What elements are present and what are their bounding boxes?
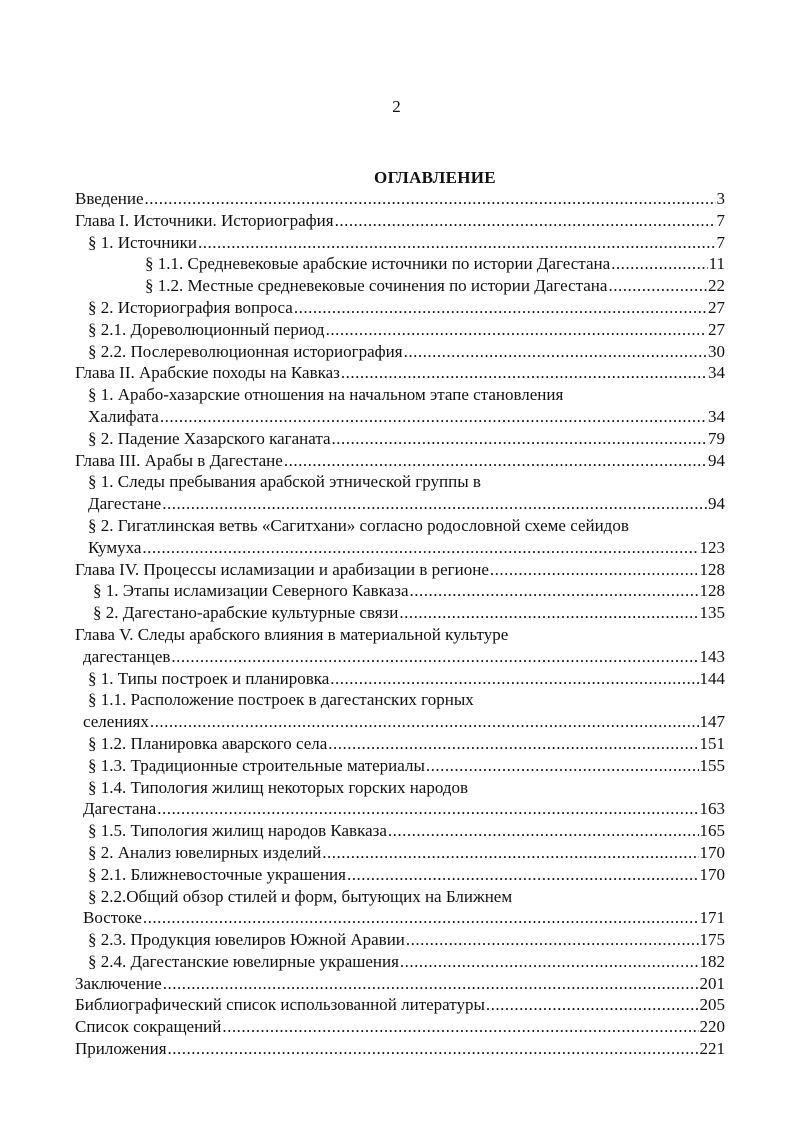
- toc-entry-page: 94: [708, 450, 725, 470]
- toc-entry-text: § 2. Падение Хазарского каганата: [88, 428, 331, 448]
- page-number: 2: [392, 97, 401, 116]
- toc-leader: [222, 1016, 698, 1038]
- toc-leader: [157, 798, 698, 820]
- toc-entry-text: § 1.3. Традиционные строительные материалы: [88, 755, 425, 775]
- toc-entry: [75, 362, 725, 384]
- toc-entry-page: 144: [699, 668, 725, 688]
- toc-entry: [75, 668, 725, 690]
- toc-entry: [75, 450, 725, 472]
- toc-entry: [75, 646, 725, 668]
- toc-entry: [75, 733, 725, 755]
- toc-entry-page: 27: [708, 297, 725, 317]
- toc-entry-text: § 1.5. Типология жилищ народов Кавказа: [88, 821, 387, 841]
- toc-entry-wrapped: [75, 515, 725, 537]
- toc-entry-text: § 2.1. Ближневосточные украшения: [88, 864, 346, 884]
- toc-entry: [75, 537, 725, 559]
- toc-leader: [328, 733, 698, 755]
- toc-entry-text: Приложения: [75, 1039, 167, 1059]
- toc-entry: [75, 319, 725, 341]
- toc-leader: [410, 580, 699, 602]
- table-of-contents: [75, 188, 725, 1060]
- toc-entry: [75, 602, 725, 624]
- toc-leader: [341, 362, 707, 384]
- toc-entry-text: § 2. Историография вопроса: [88, 297, 293, 317]
- page-title: ОГЛАВЛЕНИЕ: [374, 168, 496, 187]
- toc-leader: [168, 1038, 699, 1060]
- toc-entry-page: 163: [699, 799, 725, 819]
- toc-entry-page: 27: [708, 319, 725, 339]
- toc-entry: [75, 907, 725, 929]
- toc-entry-page: 7: [716, 232, 725, 252]
- toc-entry-page: 128: [699, 559, 725, 579]
- toc-entry-page: 147: [699, 712, 725, 732]
- toc-entry-page: 22: [708, 276, 725, 296]
- toc-entry-text: § 2.2.Общий обзор стилей и форм, бытующих на Ближнем: [88, 886, 513, 906]
- toc-leader: [388, 820, 699, 842]
- toc-entry-text: Заключение: [75, 973, 162, 993]
- toc-entry-text: Глава I. Источники. Историография: [75, 210, 334, 230]
- toc-entry-text: Библиографический список использованной литературы: [75, 995, 485, 1015]
- toc-leader: [399, 602, 698, 624]
- toc-entry-text: § 1.4. Типология жилищ некоторых горских народов: [88, 777, 469, 797]
- toc-entry: [75, 820, 725, 842]
- toc-leader: [426, 755, 699, 777]
- toc-entry-page: 34: [708, 363, 725, 383]
- toc-entry: [75, 253, 725, 275]
- toc-entry: [75, 755, 725, 777]
- toc-entry: [75, 1038, 725, 1060]
- toc-leader: [322, 842, 698, 864]
- toc-leader: [608, 275, 707, 297]
- toc-leader: [163, 973, 699, 995]
- toc-entry: [75, 232, 725, 254]
- toc-entry-text: § 2. Дагестано-арабские культурные связи: [93, 603, 399, 623]
- toc-leader: [486, 994, 699, 1016]
- toc-entry-text: § 1. Арабо-хазарские отношения на начальном этапе становления: [88, 385, 564, 405]
- toc-entry-page: 34: [708, 406, 725, 426]
- toc-entry-page: 3: [716, 189, 725, 208]
- toc-entry-text: Дагестана: [83, 799, 157, 819]
- toc-leader: [404, 341, 707, 363]
- toc-entry-page: 205: [699, 995, 725, 1015]
- toc-leader: [490, 559, 699, 581]
- toc-entry-text: § 1.1. Расположение построек в дагестанских горных: [88, 690, 474, 710]
- toc-entry-text: селениях: [83, 712, 149, 732]
- toc-entry: [75, 406, 725, 428]
- toc-entry-page: 182: [699, 951, 725, 971]
- toc-entry-text: § 1.2. Местные средневековые сочинения по истории Дагестана: [145, 276, 608, 296]
- toc-entry-page: 94: [708, 494, 725, 514]
- toc-entry-text: § 1. Следы пребывания арабской этнической группы в: [88, 472, 481, 492]
- toc-leader: [142, 537, 698, 559]
- toc-entry-page: 135: [699, 603, 725, 623]
- toc-leader: [406, 929, 699, 951]
- toc-entry-text: § 1.2. Планировка аварского села: [88, 733, 328, 753]
- toc-entry-text: Востоке: [83, 908, 142, 928]
- toc-entry-wrapped: [75, 777, 725, 799]
- toc-entry-text: Глава II. Арабские походы на Кавказ: [75, 363, 340, 383]
- toc-entry: [75, 1016, 725, 1038]
- toc-entry: [75, 428, 725, 450]
- toc-entry-page: 165: [699, 821, 725, 841]
- toc-entry-page: 155: [699, 755, 725, 775]
- toc-leader: [611, 253, 707, 275]
- toc-entry-text: § 1. Типы построек и планировка: [88, 668, 330, 688]
- toc-entry-text: Дагестане: [88, 494, 162, 514]
- toc-entry-wrapped: [75, 384, 725, 406]
- toc-entry-text: § 2.3. Продукция ювелиров Южной Аравии: [88, 930, 405, 950]
- toc-entry: [75, 580, 725, 602]
- toc-entry-page: 143: [699, 646, 725, 666]
- toc-entry-page: 170: [699, 842, 725, 862]
- toc-leader: [326, 319, 707, 341]
- toc-entry-text: Введение: [75, 189, 144, 208]
- toc-entry-text: Список сокращений: [75, 1017, 222, 1037]
- toc-entry: [75, 994, 725, 1016]
- toc-entry-text: Глава IV. Процессы исламизации и арабизации в регионе: [75, 559, 489, 579]
- toc-entry-page: 170: [699, 864, 725, 884]
- toc-entry-page: 123: [699, 537, 725, 557]
- toc-entry-text: § 2.2. Послереволюционная историография: [88, 341, 403, 361]
- toc-entry-text: § 2.1. Дореволюционный период: [88, 319, 325, 339]
- toc-entry-text: Халифата: [88, 406, 159, 426]
- toc-entry-wrapped: [75, 624, 725, 646]
- toc-entry-text: § 1. Источники: [88, 232, 197, 252]
- toc-entry-page: 201: [699, 973, 725, 993]
- toc-entry-text: § 2.4. Дагестанские ювелирные украшения: [88, 951, 399, 971]
- toc-leader: [162, 493, 707, 515]
- toc-entry-page: 128: [699, 581, 725, 601]
- toc-leader: [332, 428, 707, 450]
- toc-entry-text: § 1. Этапы исламизации Северного Кавказа: [93, 581, 409, 601]
- toc-entry: [75, 929, 725, 951]
- toc-entry: [75, 864, 725, 886]
- toc-leader: [330, 668, 698, 690]
- toc-entry-text: Кумуха: [88, 537, 142, 557]
- toc-entry-page: 30: [708, 341, 725, 361]
- toc-leader: [160, 406, 707, 428]
- toc-entry: [75, 297, 725, 319]
- toc-leader: [150, 711, 699, 733]
- toc-entry-text: § 2. Гигатлинская ветвь «Сагитхани» согласно родословной схеме сейидов: [88, 515, 629, 535]
- toc-entry-wrapped: [75, 689, 725, 711]
- toc-entry: [75, 973, 725, 995]
- toc-entry: [75, 210, 725, 232]
- toc-leader: [284, 450, 707, 472]
- toc-leader: [145, 188, 716, 210]
- toc-entry: [75, 493, 725, 515]
- toc-entry: [75, 711, 725, 733]
- toc-entry-page: 151: [699, 733, 725, 753]
- toc-leader: [143, 907, 699, 929]
- toc-entry-page: 221: [699, 1039, 725, 1059]
- toc-entry-text: § 1.1. Средневековые арабские источники по истории Дагестана: [145, 254, 611, 274]
- toc-entry: [75, 341, 725, 363]
- toc-entry-text: дагестанцев: [83, 646, 171, 666]
- toc-leader: [171, 646, 698, 668]
- toc-entry: [75, 275, 725, 297]
- toc-leader: [335, 210, 716, 232]
- toc-entry-text: Глава III. Арабы в Дагестане: [75, 450, 283, 470]
- toc-entry: [75, 798, 725, 820]
- toc-entry-wrapped: [75, 886, 725, 908]
- toc-entry-wrapped: [75, 471, 725, 493]
- toc-leader: [400, 951, 699, 973]
- toc-leader: [294, 297, 707, 319]
- toc-entry-text: § 2. Анализ ювелирных изделий: [88, 842, 322, 862]
- toc-entry-page: 11: [708, 254, 725, 274]
- toc-entry-page: 79: [708, 428, 725, 448]
- toc-entry: [75, 559, 725, 581]
- toc-leader: [198, 232, 716, 254]
- toc-entry-page: 7: [716, 210, 725, 230]
- toc-entry-page: 220: [699, 1017, 725, 1037]
- toc-entry-page: 171: [699, 908, 725, 928]
- toc-entry: [75, 951, 725, 973]
- toc-leader: [347, 864, 699, 886]
- toc-entry: [75, 188, 725, 210]
- toc-entry: [75, 842, 725, 864]
- toc-entry-text: Глава V. Следы арабского влияния в материальной культуре: [75, 624, 509, 644]
- toc-entry-page: 175: [699, 930, 725, 950]
